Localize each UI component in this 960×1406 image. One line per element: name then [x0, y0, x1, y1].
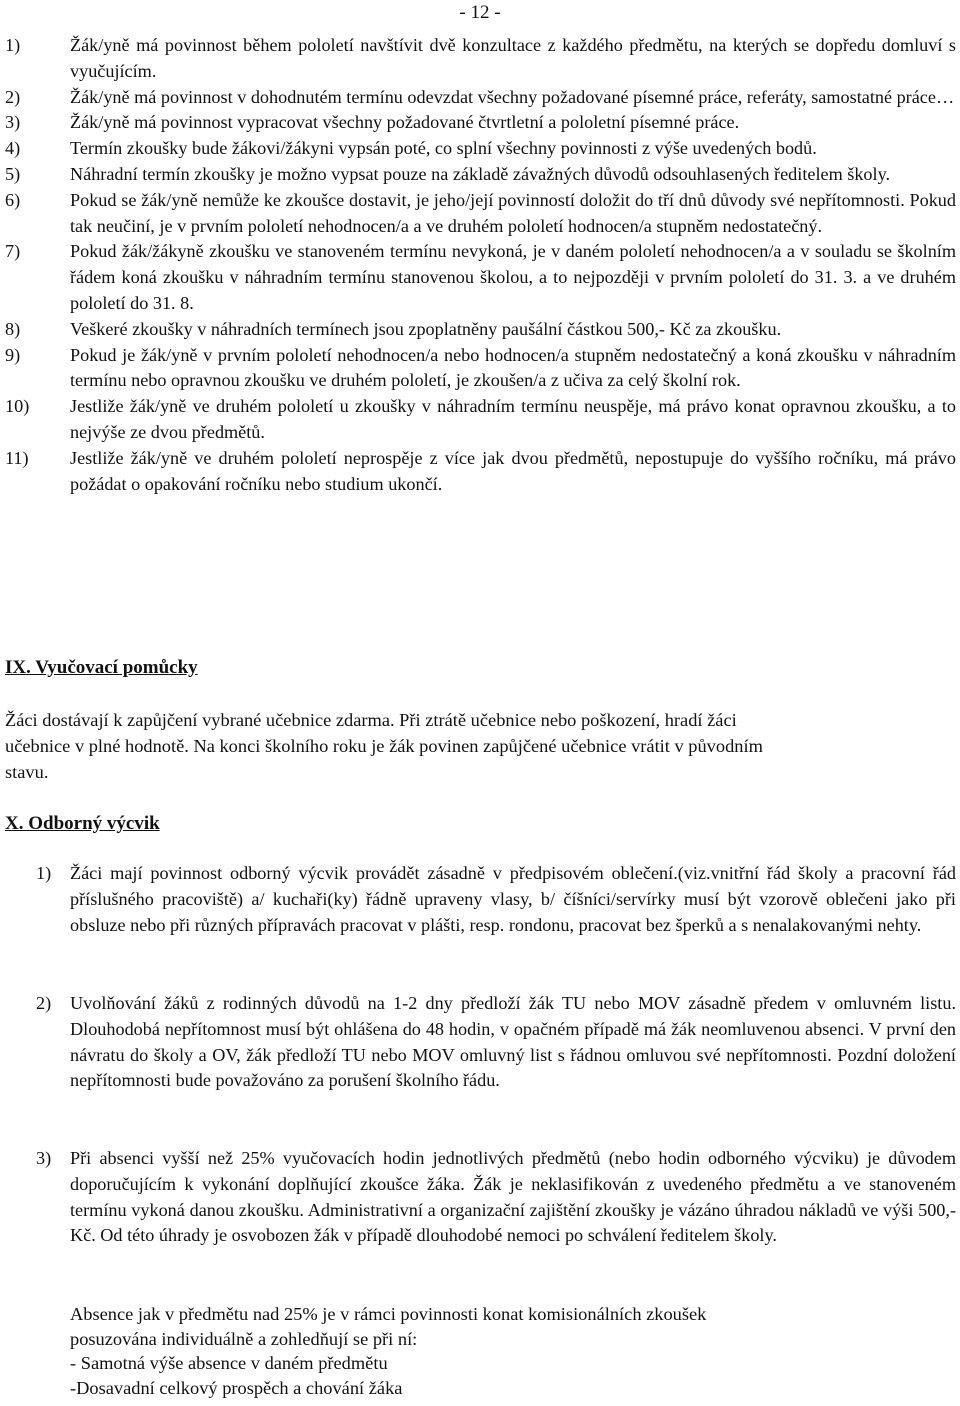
list-item-number: 8): [5, 318, 21, 339]
list-item-text: Náhradní termín zkoušky je možno vypsat pouze na základě závažných důvodů odsouhlasených ředitelem školy.: [70, 163, 891, 184]
list-item-text: Pokud žák/žákyně zkoušku ve stanoveném termínu nevykoná, je v daném pololetí nehodnocen/a a v souladu se školním řádem koná zkoušku v náhradním termínu stanovenou školou, a to nejpozději v prvním pololetí do 31. 3. a ve druhém pololetí do 31. 8.: [70, 241, 956, 313]
list-item: [0, 446, 960, 498]
rules-list: [0, 33, 960, 497]
list-item-text: Pokud je žák/yně v prvním pololetí nehodnocen/a nebo hodnocen/a stupněm nedostatečný a koná zkoušku v náhradním termínu nebo opravnou zkoušku ve druhém pololetí, je zkoušen/a z učiva za celý školní rok.: [70, 344, 956, 391]
list-item: [0, 188, 960, 240]
list-item-text: Při absenci vyšší než 25% vyučovacích hodin jednotlivých předmětů (nebo hodin odborného výcviku) je důvodem doporučujícím k vykonání doplňující zkoušce žáka. Žák je neklasifikován z uvedeného předmětu a ve stanoveném termínu vykoná danou zkoušku. Administrativní a organizační zajištění zkoušky je vázáno úhradou nákladů ve výši 500,- Kč. Od této úhrady je osvobozen žák v případě dlouhodobé nemoci po schválení ředitelem školy.: [70, 1148, 956, 1246]
paragraph-line: Absence jak v předmětu nad 25% je v rámci povinnosti konat komisionálních zkoušek: [70, 1304, 707, 1324]
list-item-number: 3): [5, 112, 21, 133]
paragraph-line: - Samotná výše absence v daném předmětu: [70, 1353, 388, 1373]
list-item-text: Žák/yně má povinnost vypracovat všechny požadované čtvrtletní a pololetní písemné práce.: [70, 112, 740, 133]
paragraph-line: Žáci dostávají k zapůjčení vybrané učebnice zdarma. Při ztrátě učebnice nebo poškození, hradí žáci: [5, 710, 737, 730]
paragraph-line: stavu.: [5, 762, 49, 782]
paragraph-line: učebnice v plné hodnotě. Na konci školního roku je žák povinen zapůjčené učebnice vrátit v původním: [5, 736, 763, 756]
list-item-text: Žák/yně má povinnost v dohodnutém termínu odevzdat všechny požadované písemné práce, referáty, samostatné práce…: [70, 86, 955, 107]
absence-paragraph: [70, 1302, 956, 1400]
list-item-text: Jestliže žák/yně ve druhém pololetí u zkoušky v náhradním termínu neuspěje, má právo konat opravnou zkoušku, a to nejvýše ze dvou předmětů.: [70, 396, 956, 442]
list-item-number: 10): [5, 396, 30, 417]
list-item-number: 1): [36, 863, 52, 883]
list-item-number: 4): [5, 138, 21, 159]
list-item: [0, 162, 960, 188]
list-item-text: Jestliže žák/yně ve druhém pololetí neprospěje z více jak dvou předmětů, nepostupuje do vyššího ročníku, má právo požádat o opakování ročníku nebo studium ukončí.: [70, 447, 956, 494]
paragraph-line: posuzována individuálně a zohledňují se při ní:: [70, 1328, 418, 1349]
list-item-text: Uvolňování žáků z rodinných důvodů na 1-2 dny předloží žák TU nebo MOV zásadně předem v omluvném listu. Dlouhodobá nepřítomnost musí být ohlášena do 48 hodin, v opačném případě má žák neomluvenou absenci. V první den návratu do školy a OV, žák předloží TU nebo MOV omluvný list s řádnou omluvou své nepřítomnosti. Pozdní doložení nepřítomnosti bude považováno za porušení školního řádu.: [70, 993, 956, 1091]
list-item-number: 9): [5, 344, 21, 365]
list-item: [0, 1146, 960, 1249]
list-item: [0, 991, 960, 1094]
list-item-number: 6): [5, 189, 21, 210]
list-item: [0, 85, 960, 111]
list-item: [0, 110, 960, 136]
list-item-text: Žáci mají povinnost odborný výcvik provádět zásadně v předpisovém oblečení.(viz.vnitřní řád školy a pracovní řád příslušného pracoviště) a/ kuchaři(ky) řádně upraveny vlasy, b/ číšníci/servírky musí být vzorově oblečeni jako při obsluze nebo při různých přípravách pracovat v plášti, resp. rondonu, pracovat bez šperků a s nenalakovanými nehty.: [70, 863, 956, 935]
vocational-training-list: [0, 861, 960, 938]
page-number: - 12 -: [459, 2, 501, 23]
paragraph-line: -Dosavadní celkový prospěch a chování žáka: [70, 1377, 403, 1398]
list-item-text: Veškeré zkoušky v náhradních termínech jsou zpoplatněny paušální částkou 500,- Kč za zkoušku.: [70, 318, 782, 339]
list-item: [0, 343, 960, 395]
list-item: [0, 136, 960, 162]
list-item-number: 2): [36, 993, 52, 1013]
vocational-training-list: [0, 991, 960, 1094]
list-item: [0, 861, 960, 938]
list-item: [0, 239, 960, 316]
list-item-number: 2): [5, 86, 21, 107]
section-heading-x: X. Odborný výcvik: [5, 813, 160, 834]
section-heading-ix: IX. Vyučovací pomůcky: [5, 657, 198, 678]
list-item: [0, 317, 960, 343]
list-item-text: Termín zkoušky bude žákovi/žákyni vypsán poté, co splní všechny povinnosti z výše uvedených bodů.: [70, 138, 817, 159]
section-ix-paragraph: [5, 707, 956, 785]
list-item-text: Žák/yně má povinnost během pololetí navštívit dvě konzultace z každého předmětu, na kterých se dopředu domluví s vyučujícím.: [70, 35, 956, 81]
vocational-training-list: [0, 1146, 960, 1249]
list-item-number: 5): [5, 163, 21, 184]
list-item-number: 11): [5, 447, 29, 468]
list-item-text: Pokud se žák/yně nemůže ke zkoušce dostavit, je jeho/její povinností doložit do tří dnů důvody své nepřítomnosti. Pokud tak neučiní, je v prvním pololetí nehodnocen/a a ve druhém pololetí hodnocen/a stupněm nedostatečný.: [70, 189, 956, 236]
list-item-number: 1): [5, 35, 21, 55]
list-item-number: 3): [36, 1148, 52, 1168]
list-item-number: 7): [5, 241, 21, 262]
list-item: [0, 394, 960, 446]
list-item: [0, 33, 960, 85]
